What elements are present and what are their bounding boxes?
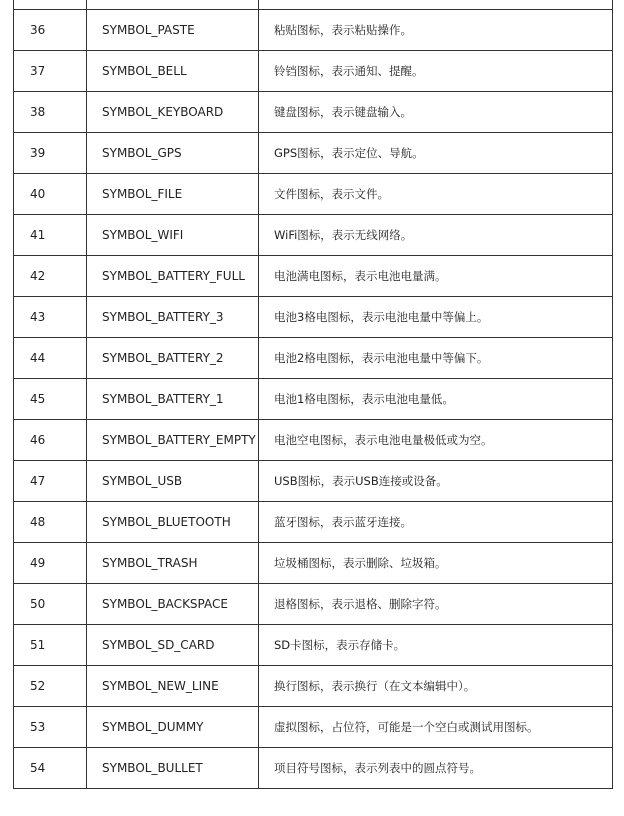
table-row <box>14 51 613 92</box>
table-row <box>14 256 613 297</box>
symbol-name: SYMBOL_GPS <box>87 133 259 174</box>
symbol-name: SYMBOL_BELL <box>87 51 259 92</box>
table-row <box>14 502 613 543</box>
row-number: 53 <box>14 707 87 748</box>
table-row <box>14 174 613 215</box>
symbol-table-body <box>14 0 613 789</box>
symbol-name: SYMBOL_BATTERY_1 <box>87 379 259 420</box>
row-number: 43 <box>14 297 87 338</box>
symbol-name: SYMBOL_KEYBOARD <box>87 92 259 133</box>
row-number: 48 <box>14 502 87 543</box>
symbol-name: SYMBOL_BACKSPACE <box>87 584 259 625</box>
symbol-description: 电池2格电图标，表示电池电量中等偏下。 <box>259 338 613 379</box>
symbol-table-wrapper <box>13 0 613 789</box>
table-row <box>14 297 613 338</box>
table-row <box>14 338 613 379</box>
symbol-name: SYMBOL_FILE <box>87 174 259 215</box>
row-number: 45 <box>14 379 87 420</box>
symbol-name: SYMBOL_PASTE <box>87 10 259 51</box>
row-number: 38 <box>14 92 87 133</box>
symbol-description <box>259 0 613 10</box>
table-row <box>14 133 613 174</box>
symbol-name: SYMBOL_BATTERY_FULL <box>87 256 259 297</box>
table-row <box>14 748 613 789</box>
symbol-name: SYMBOL_BATTERY_EMPTY <box>87 420 259 461</box>
symbol-description: WiFi图标，表示无线网络。 <box>259 215 613 256</box>
symbol-name: SYMBOL_BLUETOOTH <box>87 502 259 543</box>
symbol-description: SD卡图标，表示存储卡。 <box>259 625 613 666</box>
symbol-name: SYMBOL_NEW_LINE <box>87 666 259 707</box>
row-number: 44 <box>14 338 87 379</box>
table-row <box>14 379 613 420</box>
symbol-description: GPS图标，表示定位、导航。 <box>259 133 613 174</box>
symbol-name: SYMBOL_SD_CARD <box>87 625 259 666</box>
table-row <box>14 215 613 256</box>
table-row <box>14 543 613 584</box>
symbol-description: USB图标，表示USB连接或设备。 <box>259 461 613 502</box>
table-row <box>14 461 613 502</box>
symbol-name <box>87 0 259 10</box>
symbol-description: 电池3格电图标，表示电池电量中等偏上。 <box>259 297 613 338</box>
symbol-name: SYMBOL_BULLET <box>87 748 259 789</box>
symbol-description: 退格图标，表示退格、删除字符。 <box>259 584 613 625</box>
symbol-description: 蓝牙图标，表示蓝牙连接。 <box>259 502 613 543</box>
row-number: 36 <box>14 10 87 51</box>
table-row <box>14 625 613 666</box>
row-number: 41 <box>14 215 87 256</box>
symbol-description: 文件图标，表示文件。 <box>259 174 613 215</box>
symbol-description: 电池空电图标，表示电池电量极低或为空。 <box>259 420 613 461</box>
row-number: 54 <box>14 748 87 789</box>
row-number: 37 <box>14 51 87 92</box>
row-number <box>14 0 87 10</box>
symbol-description: 电池满电图标，表示电池电量满。 <box>259 256 613 297</box>
table-row <box>14 10 613 51</box>
table-row <box>14 0 613 10</box>
symbol-description: 键盘图标，表示键盘输入。 <box>259 92 613 133</box>
row-number: 52 <box>14 666 87 707</box>
table-row <box>14 92 613 133</box>
symbol-description: 垃圾桶图标，表示删除、垃圾箱。 <box>259 543 613 584</box>
symbol-description: 项目符号图标，表示列表中的圆点符号。 <box>259 748 613 789</box>
symbol-description: 换行图标，表示换行（在文本编辑中）。 <box>259 666 613 707</box>
symbol-name: SYMBOL_WIFI <box>87 215 259 256</box>
symbol-name: SYMBOL_BATTERY_3 <box>87 297 259 338</box>
table-row <box>14 666 613 707</box>
symbol-name: SYMBOL_BATTERY_2 <box>87 338 259 379</box>
row-number: 49 <box>14 543 87 584</box>
symbol-description: 虚拟图标，占位符，可能是一个空白或测试用图标。 <box>259 707 613 748</box>
symbol-name: SYMBOL_TRASH <box>87 543 259 584</box>
table-row <box>14 707 613 748</box>
symbol-description: 电池1格电图标，表示电池电量低。 <box>259 379 613 420</box>
symbol-table <box>13 0 613 789</box>
row-number: 46 <box>14 420 87 461</box>
symbol-name: SYMBOL_USB <box>87 461 259 502</box>
row-number: 50 <box>14 584 87 625</box>
row-number: 47 <box>14 461 87 502</box>
row-number: 39 <box>14 133 87 174</box>
table-row <box>14 420 613 461</box>
symbol-name: SYMBOL_DUMMY <box>87 707 259 748</box>
row-number: 42 <box>14 256 87 297</box>
row-number: 51 <box>14 625 87 666</box>
symbol-description: 粘贴图标，表示粘贴操作。 <box>259 10 613 51</box>
table-row <box>14 584 613 625</box>
symbol-description: 铃铛图标，表示通知、提醒。 <box>259 51 613 92</box>
row-number: 40 <box>14 174 87 215</box>
